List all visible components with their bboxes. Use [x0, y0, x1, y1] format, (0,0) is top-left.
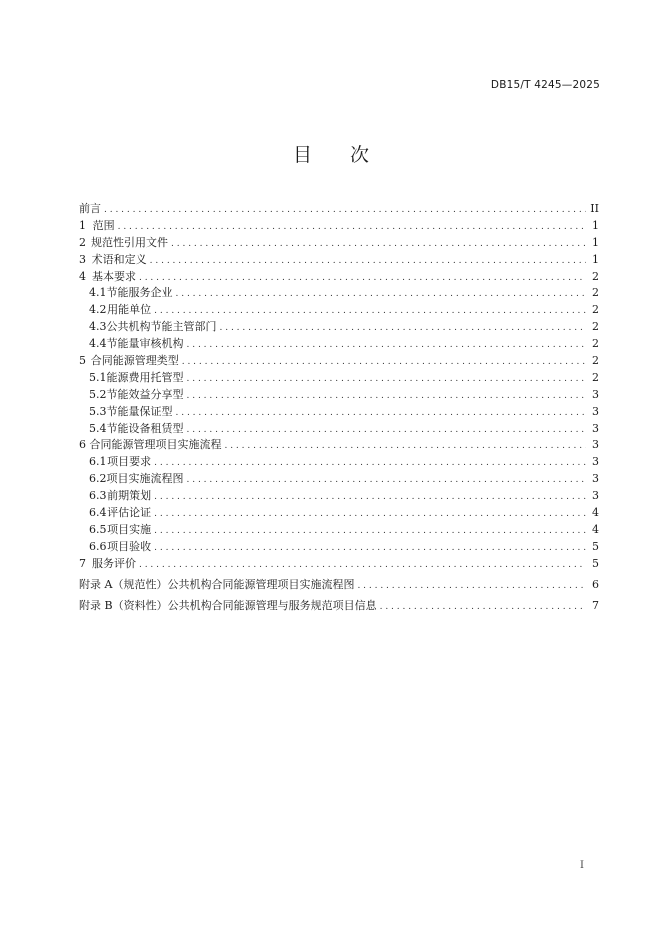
toc-dot-leader: [154, 523, 586, 540]
toc-dot-leader: [176, 286, 587, 303]
toc-entry[interactable]: [79, 319, 599, 336]
standard-code: DB15/T 4245—2025: [490, 79, 600, 91]
toc-entry-page: 3: [592, 489, 599, 503]
toc-entry-label: 规范性引用文件: [91, 235, 169, 249]
toc-entry-page: 5: [592, 539, 599, 553]
toc-entry-page: 3: [592, 438, 599, 452]
toc-entry-number: 4.1: [89, 286, 107, 300]
toc-entry[interactable]: [79, 577, 599, 594]
toc-entry-number: 4.2: [89, 303, 107, 317]
toc-entry-label: 用能单位: [107, 303, 152, 317]
toc-dot-leader: [150, 253, 586, 270]
toc-entry-number: 6: [79, 438, 86, 452]
toc-entry-page: 2: [592, 370, 599, 384]
toc-dot-leader: [139, 270, 586, 287]
toc-entry-number: 4.3: [89, 320, 107, 334]
toc-dot-leader: [171, 236, 586, 253]
toc-dot-leader: [118, 219, 586, 236]
toc-entry[interactable]: [79, 201, 599, 218]
toc-entry-label: 前期策划: [107, 489, 152, 503]
toc-entry-label: 公共机构合同能源管理项目实施流程图: [167, 577, 355, 591]
toc-entry-page: 3: [592, 455, 599, 469]
toc-entry[interactable]: [79, 539, 599, 556]
table-of-contents: [79, 201, 599, 615]
toc-entry-page: 2: [592, 354, 599, 368]
toc-entry[interactable]: [79, 218, 599, 235]
toc-entry[interactable]: [79, 556, 599, 573]
toc-entry[interactable]: [79, 488, 599, 505]
toc-entry-number: 4: [79, 269, 86, 283]
toc-entry-number: 6.4: [89, 506, 107, 520]
toc-dot-leader: [154, 540, 586, 557]
toc-entry-page: 1: [592, 218, 599, 232]
toc-entry-number: 6.6: [89, 539, 107, 553]
toc-dot-leader: [220, 320, 587, 337]
toc-entry-label: 评估论证: [107, 506, 152, 520]
toc-entry-page: 1: [592, 235, 599, 249]
toc-entry-page: 4: [592, 506, 599, 520]
toc-entry-page: 4: [592, 522, 599, 536]
toc-dot-leader: [154, 506, 586, 523]
toc-dot-leader: [154, 489, 586, 506]
toc-entry-label: 能源费用托管型: [106, 370, 184, 384]
toc-entry[interactable]: [79, 235, 599, 252]
toc-entry-page: 7: [592, 598, 599, 612]
toc-entry-number: 5.2: [89, 387, 107, 401]
toc-entry-label: 节能量审核机构: [106, 337, 184, 351]
toc-entry-page: II: [590, 202, 599, 215]
toc-entry[interactable]: [79, 598, 599, 615]
toc-entry[interactable]: [79, 302, 599, 319]
toc-entry-page: 2: [592, 303, 599, 317]
toc-entry-label: 项目验收: [107, 539, 152, 553]
toc-entry-number: 6.2: [89, 472, 107, 486]
toc-entry-label: 服务评价: [91, 556, 136, 570]
toc-entry-label: 项目要求: [107, 455, 152, 469]
toc-entry-page: 2: [592, 269, 599, 283]
toc-entry-number: 7: [79, 556, 86, 570]
toc-dot-leader: [154, 455, 586, 472]
toc-dot-leader: [357, 578, 586, 595]
toc-dot-leader: [380, 599, 586, 616]
toc-title: 目 次: [292, 144, 369, 166]
toc-entry-number: 1: [79, 218, 86, 232]
toc-entry-label: 范围: [92, 218, 115, 232]
toc-dot-leader: [187, 422, 587, 439]
toc-dot-leader: [139, 557, 586, 574]
toc-entry-label: 前言: [79, 202, 101, 215]
toc-appendix-kind: 附录 A（规范性）: [79, 577, 168, 591]
toc-entry[interactable]: [79, 370, 599, 387]
toc-entry[interactable]: [79, 285, 599, 302]
toc-dot-leader: [154, 303, 586, 320]
toc-entry[interactable]: [79, 437, 599, 454]
toc-entry[interactable]: [79, 404, 599, 421]
toc-dot-leader: [187, 337, 587, 354]
toc-entry-label: 术语和定义: [91, 252, 147, 266]
toc-entry-number: 6.3: [89, 489, 107, 503]
toc-dot-leader: [187, 472, 587, 489]
toc-entry-number: 5.4: [89, 421, 107, 435]
toc-dot-leader: [104, 202, 586, 219]
toc-dot-leader: [176, 405, 587, 422]
toc-entry-page: 3: [592, 387, 599, 401]
toc-entry-page: 5: [592, 556, 599, 570]
toc-entry-number: 6.5: [89, 522, 107, 536]
toc-entry-number: 3: [79, 252, 86, 266]
toc-entry-label: 节能设备租赁型: [106, 421, 184, 435]
toc-entry-number: 4.4: [89, 337, 107, 351]
toc-entry-page: 3: [592, 472, 599, 486]
toc-entry[interactable]: [79, 421, 599, 438]
toc-entry-number: 6.1: [89, 455, 107, 469]
toc-entry-page: 2: [592, 320, 599, 334]
toc-appendix-kind: 附录 B（资料性）: [79, 598, 168, 612]
page-number: I: [580, 860, 584, 871]
toc-entry-label: 节能量保证型: [106, 404, 173, 418]
toc-entry[interactable]: [79, 522, 599, 539]
toc-entry-label: 公共机构合同能源管理与服务规范项目信息: [167, 598, 377, 612]
toc-entry-number: 5.1: [89, 370, 107, 384]
toc-entry-number: 5: [79, 354, 86, 368]
toc-entry[interactable]: [79, 454, 599, 471]
toc-entry[interactable]: [79, 505, 599, 522]
toc-entry[interactable]: [79, 252, 599, 269]
toc-dot-leader: [187, 388, 587, 405]
toc-entry-number: 2: [79, 235, 86, 249]
toc-entry-label: 基本要求: [91, 269, 136, 283]
toc-entry-page: 2: [592, 337, 599, 351]
toc-entry-label: 公共机构节能主管部门: [106, 320, 217, 334]
toc-entry-label: 合同能源管理类型: [90, 354, 179, 368]
toc-entry[interactable]: [79, 387, 599, 404]
toc-entry-label: 节能效益分享型: [106, 387, 184, 401]
toc-entry-label: 合同能源管理项目实施流程: [89, 438, 222, 452]
toc-entry-number: 5.3: [89, 404, 107, 418]
toc-entry-page: 2: [592, 286, 599, 300]
toc-entry-label: 节能服务企业: [106, 286, 173, 300]
toc-entry[interactable]: [79, 336, 599, 353]
toc-entry-page: 3: [592, 404, 599, 418]
toc-entry[interactable]: [79, 269, 599, 286]
toc-dot-leader: [182, 354, 586, 371]
toc-dot-leader: [187, 371, 587, 388]
toc-entry[interactable]: [79, 471, 599, 488]
toc-entry-page: 3: [592, 421, 599, 435]
toc-entry-page: 6: [592, 577, 599, 591]
toc-entry-page: 1: [592, 252, 599, 266]
toc-entry-label: 项目实施流程图: [106, 472, 184, 486]
toc-entry[interactable]: [79, 353, 599, 370]
toc-dot-leader: [224, 438, 586, 455]
toc-entry-label: 项目实施: [107, 522, 152, 536]
